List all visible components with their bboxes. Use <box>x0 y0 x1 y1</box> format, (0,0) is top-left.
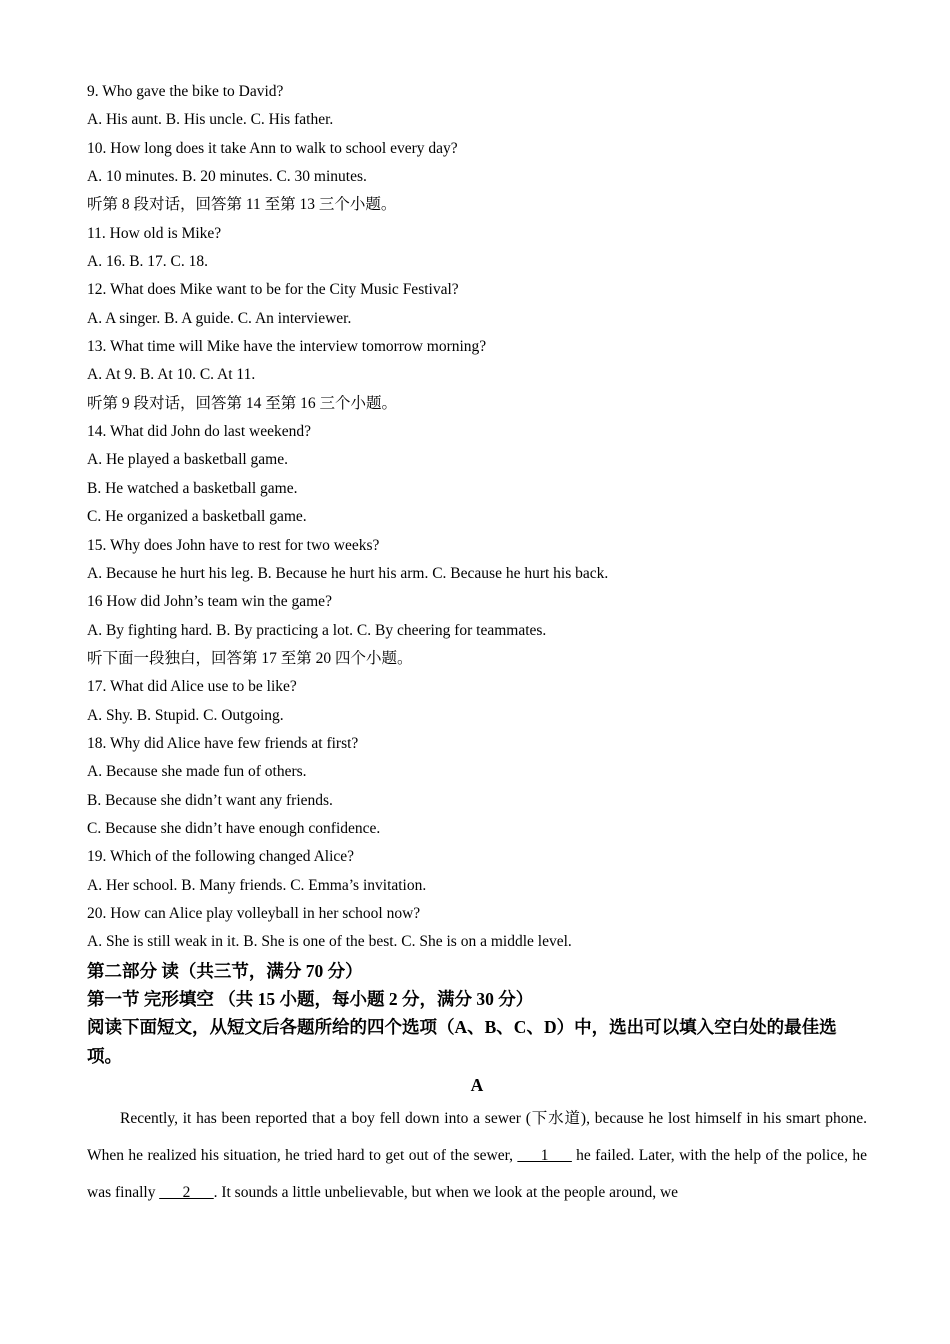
question-line: 15. Why does John have to rest for two weeks? <box>87 536 380 554</box>
option-line: B. He watched a basketball game. <box>87 479 298 497</box>
options-line: A. Because he hurt his leg. B. Because he hurt his arm. C. Because he hurt his back. <box>87 564 609 582</box>
question-line: 17. What did Alice use to be like? <box>87 678 297 696</box>
options-line: A. By fighting hard. B. By practicing a lot. C. By cheering for teammates. <box>87 621 547 639</box>
part-title: 第二部分 读（共三节，满分 70 分） <box>87 960 363 981</box>
passage-paragraph <box>87 1100 867 1212</box>
option-line: A. He played a basketball game. <box>87 451 288 469</box>
options-line: A. A singer. B. A guide. C. An interviewer. <box>87 309 352 327</box>
question-line: 14. What did John do last weekend? <box>87 423 311 441</box>
option-line: C. He organized a basketball game. <box>87 508 307 526</box>
question-line: 18. Why did Alice have few friends at first? <box>87 734 359 752</box>
instruction-line: 听下面一段独白，回答第 17 至第 20 四个小题。 <box>87 649 413 667</box>
question-line: 19. Which of the following changed Alice? <box>87 848 355 866</box>
blank-2: ___2___ <box>159 1184 214 1202</box>
options-line: A. Shy. B. Stupid. C. Outgoing. <box>87 706 284 724</box>
passage-text: he failed. Later, with the help of the police, he was finally <box>87 1146 867 1202</box>
options-line: A. She is still weak in it. B. She is one of the best. C. She is on a middle level. <box>87 933 572 951</box>
option-line: A. Because she made fun of others. <box>87 763 307 781</box>
question-line: 11. How old is Mike? <box>87 224 222 242</box>
passage-text: . It sounds a little unbelievable, but when we look at the people around, we <box>213 1184 679 1202</box>
options-line: A. Her school. B. Many friends. C. Emma’s invitation. <box>87 876 427 894</box>
blank-1: ___1___ <box>517 1146 572 1164</box>
options-line: A. 10 minutes. B. 20 minutes. C. 30 minutes. <box>87 168 367 186</box>
question-line: 20. How can Alice play volleyball in her school now? <box>87 904 421 922</box>
options-line: A. His aunt. B. His uncle. C. His father. <box>87 111 334 129</box>
listening-questions <box>87 78 867 957</box>
document-page <box>87 78 867 1227</box>
passage-text: Recently, it has been reported that a boy fell down into a sewer (下水道), because he lost himself in his smart phone. When he realized his situation, he tried hard to get out of the sewer, <box>87 1109 867 1164</box>
option-line: B. Because she didn’t want any friends. <box>87 791 333 809</box>
instruction-line: 听第 8 段对话，回答第 11 至第 13 三个小题。 <box>87 196 397 214</box>
question-line: 12. What does Mike want to be for the City Music Festival? <box>87 281 459 299</box>
question-line: 9. Who gave the bike to David? <box>87 83 284 100</box>
section-instruction: 阅读下面短文，从短文后各题所给的四个选项（A、B、C、D）中，选出可以填入空白处的最佳选项。 <box>87 1017 837 1067</box>
options-line: A. At 9. B. At 10. C. At 11. <box>87 366 256 384</box>
question-line: 16 How did John’s team win the game? <box>87 593 332 611</box>
passage-label: A <box>470 1075 484 1096</box>
instruction-line: 听第 9 段对话，回答第 14 至第 16 三个小题。 <box>87 394 398 412</box>
section-title: 第一节 完形填空 （共 15 小题，每小题 2 分，满分 30 分） <box>87 989 534 1009</box>
reading-section <box>87 957 867 1212</box>
options-line: A. 16. B. 17. C. 18. <box>87 253 208 271</box>
question-line: 10. How long does it take Ann to walk to school every day? <box>87 139 458 157</box>
question-line: 13. What time will Mike have the interview tomorrow morning? <box>87 338 487 356</box>
option-line: C. Because she didn’t have enough confidence. <box>87 819 381 837</box>
